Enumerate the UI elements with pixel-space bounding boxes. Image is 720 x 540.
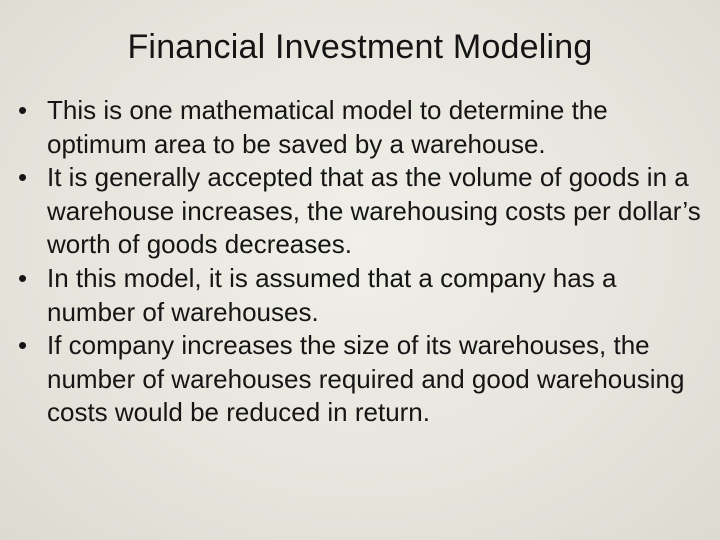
bullet-marker-icon: •	[18, 95, 28, 125]
bullet-text: It is generally accepted that as the volume of goods in a warehouse increases, the warehousing costs per dollar’s worth of goods decreases.	[47, 162, 701, 260]
bullet-text: This is one mathematical model to determine the optimum area to be saved by a warehouse.	[47, 95, 608, 159]
bullet-marker-icon: •	[18, 330, 28, 361]
bullet-marker-icon: •	[18, 262, 28, 293]
bullet-item	[18, 329, 702, 430]
bullet-item	[18, 262, 702, 329]
bullet-item	[18, 161, 702, 262]
slide-title: Financial Investment Modeling	[127, 28, 593, 66]
bullet-text: If company increases the size of its warehouses, the number of warehouses required and good warehousing costs would be reduced in return.	[47, 330, 685, 428]
bullet-marker-icon: •	[18, 162, 28, 193]
bullet-item	[18, 94, 702, 161]
bullet-text: In this model, it is assumed that a company has a number of warehouses.	[47, 262, 617, 327]
bullet-list	[18, 94, 702, 430]
